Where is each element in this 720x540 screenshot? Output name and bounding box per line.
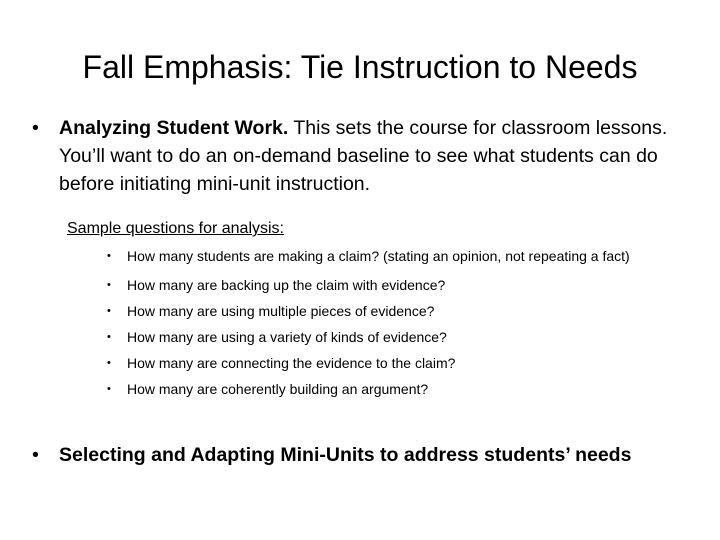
bullet-dot: • [107, 279, 111, 291]
questions-list [107, 246, 692, 402]
question-text: How many are coherently building an argument? [127, 381, 429, 397]
question-item [107, 272, 692, 298]
question-item [107, 246, 692, 272]
question-text: How many are using a variety of kinds of evidence? [127, 329, 447, 345]
bullet-dot: • [32, 117, 39, 139]
question-text: How many students are making a claim? (stating an opinion, not repeating a fact) [127, 248, 630, 264]
bullet-text: Selecting and Adapting Mini-Units to address students’ needs [59, 444, 632, 466]
bullet-dot: • [107, 331, 111, 343]
question-item [107, 298, 692, 324]
slide-title: Fall Emphasis: Tie Instruction to Needs [82, 49, 638, 85]
bullet-analyzing-student-work [32, 114, 692, 198]
bullet-dot: • [107, 383, 111, 395]
bullet-lead: Analyzing Student Work. [59, 117, 289, 139]
bullet-selecting-mini-units [32, 441, 712, 469]
question-text: How many are backing up the claim with evidence? [127, 277, 446, 293]
bullet-dot: • [107, 357, 111, 369]
question-item [107, 376, 692, 402]
bullet-text [59, 114, 692, 198]
question-item [107, 350, 692, 376]
bullet-dot: • [32, 444, 39, 466]
sample-questions-heading: Sample questions for analysis: [67, 220, 284, 237]
bullet-body: This sets the course for classroom lessons. You’ll want to do an on-demand baseline to see what students can do before initiating mini-unit instruction. [59, 117, 668, 195]
bullet-dot: • [107, 305, 111, 317]
question-text: How many are using multiple pieces of evidence? [127, 303, 435, 319]
question-text: How many are connecting the evidence to the claim? [127, 355, 456, 371]
bullet-dot: • [107, 250, 111, 262]
question-item [107, 324, 692, 350]
